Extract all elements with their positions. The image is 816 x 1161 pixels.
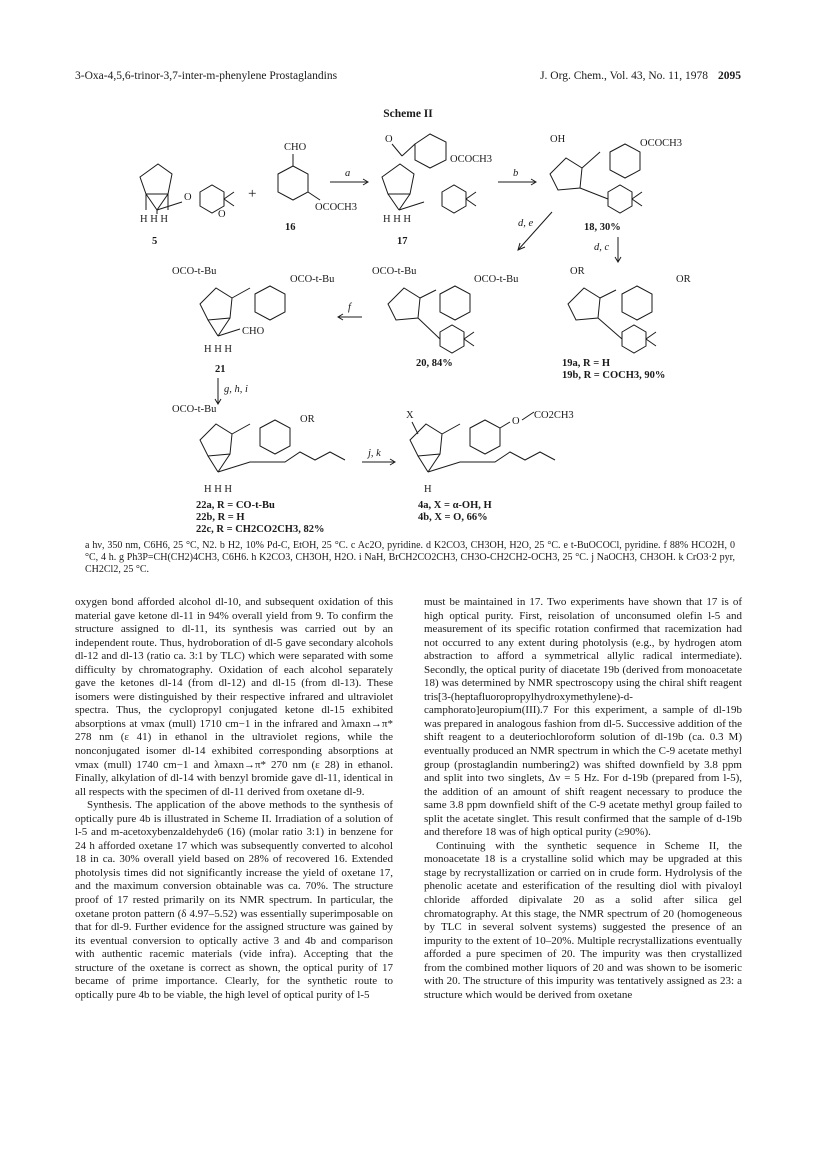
right-paragraph-1: must be maintained in 17. Two experiments have shown that 17 is of high optical purity. First, reisolation of unconsumed olefin l-5 and measurement of its specific rotation confirmed that racemization had not occurred to any extent during photolysis (e.g., by hydrogen atom abstraction to afford a symmetrical allylic radical intermediate). Secondly, the optical purity of diacetate 19b (derived from monoacetate 18) was determined by NMR spectroscopy using the chiral shift reagent tris[3-(heptafluoropropylhydroxymethylene)-d-camphorato]europium(III).7 For this experiment, a sample of dl-19b was prepared in analogous fashion from dl-5. Successive addition of the shift reagent to a deuteriochloroform solution of dl-19b (ca. 0.3 M) eventually produced an NMR spectrum in which the C-9 acetate methyl group (prostaglandin numbering2) was shifted downfield by 3.8 ppm and split into two singlets, Δν = 5 Hz. For d-19b (prepared from l-5), the addition of an amount of shift reagent necessary to produce the same 3.8 ppm downfield shift of the C-9 acetate methyl group failed to split the acetate singlet. This result confirmed that the sample of d-19b and therefore 18 was of high optical purity (≥90%).: [424, 596, 742, 839]
structure-16: [278, 142, 357, 233]
right-paragraph-2: Continuing with the synthetic sequence in Scheme II, the monoacetate 18 is a crystalline solid which may be upgraded at this stage by recrystallization or carried on in crude form. Hydrolysis of the phenolic acetate and esterification of the resulting diol with pivaloyl chloride afforded dipivalate 20 as a solid after silica gel chromatography. At this stage, the NMR spectrum of 20 (homogeneous by TLC in several solvent systems) suggested the presence of an impurity to the extent of 10–20%. Multiple recrystallizations eventually afforded a pure specimen of 20. The impurity was then crystallized from the combined mother liquors of 20 and was shown to be isomeric with 20. The structure of this impurity was tentatively assigned as 23: a structure which would be derived from oxetane: [424, 839, 742, 1001]
s17-oxygen: O: [385, 134, 393, 145]
s16-sub: OCOCH3: [315, 202, 358, 213]
page-number: 2095: [718, 70, 741, 82]
arrow-jk-label: j, k: [368, 448, 381, 459]
s22-label-a: 22a, R = CO-t-Bu: [196, 500, 275, 511]
s16-cho: CHO: [284, 142, 307, 153]
structure-19: [562, 266, 691, 381]
s18-oh: OH: [550, 134, 566, 145]
arrow-b-label: b: [513, 168, 519, 179]
arrow-a: [330, 168, 368, 185]
structure-22: [172, 404, 345, 535]
s21-label: 21: [215, 364, 226, 375]
s21-h-labels: H H H: [204, 344, 232, 355]
arrow-de-label: d, e: [518, 218, 534, 229]
journal-name: J. Org. Chem., Vol. 43, No. 11, 1978: [540, 70, 708, 82]
s20-left: OCO-t-Bu: [372, 266, 417, 277]
running-title: 3-Oxa-4,5,6-trinor-3,7-inter-m-phenylene Prostaglandins: [75, 70, 338, 82]
arrow-b: [498, 168, 536, 185]
running-header: [75, 70, 741, 88]
s16-label: 16: [285, 222, 296, 233]
left-column: [75, 596, 393, 1002]
arrow-ghi-label: g, h, i: [224, 384, 248, 395]
s4-label-a: 4a, X = α-OH, H: [418, 500, 492, 511]
arrow-f-label: f: [348, 302, 351, 313]
structure-18: [550, 134, 682, 233]
arrow-de: [518, 212, 552, 250]
s4-h: H: [424, 484, 432, 495]
s17-h-labels: H H H: [383, 214, 411, 225]
left-paragraph-1: oxygen bond afforded alcohol dl-10, and subsequent oxidation of this material gave ketone dl-11 in 94% overall yield from 9. To confirm the structure assigned to dl-11, its synthesis was carried out by an independent route. Thus, hydroboration of dl-5 gave secondary alcohols dl-12 and dl-13 (ratio ca. 3:1 by TLC) which were separated with some difficulty by chromatography. Oxidation of each alcohol separately gave the ketones dl-14 (from dl-12) and dl-15 (from dl-13). These isomers were distinguished by their respective infrared and ultraviolet spectra. Thus, the cyclopropyl conjugated ketone dl-15 exhibited absorptions at νmax (mull) 1710 cm−1 in the infrared and λmaxn→π* 278 nm (ε 41) in ethanol in the ultraviolet regions, while the nonconjugated isomer dl-14 exhibited corresponding absorptions at νmax (mull) 1740 cm−1 and λmaxn→π* 270 nm (ε 28) in ethanol. Finally, alkylation of dl-14 with benzyl bromide gave dl-11, identical in all respects with the specimen of dl-11 derived from oxetane dl-9.: [75, 596, 393, 798]
arrow-ghi: [215, 378, 248, 404]
s21-right: OCO-t-Bu: [290, 274, 335, 285]
arrow-dc-label: d, c: [594, 242, 610, 253]
arrow-f: [338, 302, 362, 320]
svg-text:O: O: [218, 209, 226, 220]
reaction-scheme: [110, 122, 710, 535]
s21-left: OCO-t-Bu: [172, 266, 217, 277]
s22-label-c: 22c, R = CH2CO2CH3, 82%: [196, 524, 325, 535]
svg-text:+: +: [248, 186, 257, 202]
s19-label-b: 19b, R = COCH3, 90%: [562, 370, 666, 381]
structure-4: [406, 410, 574, 523]
s21-cho: CHO: [242, 326, 265, 337]
structure-20: [372, 266, 519, 369]
s17-label: 17: [397, 236, 408, 247]
s4-label-b: 4b, X = O, 66%: [418, 512, 488, 523]
s5-label: 5: [152, 236, 158, 247]
right-column: [424, 596, 742, 1002]
left-paragraph-2: Synthesis. The application of the above methods to the synthesis of optically pure 4b is illustrated in Scheme II. Irradiation of a solution of l-5 and m-acetoxybenzaldehyde6 (16) (molar ratio 3:1) in benzene for 24 h afforded oxetane 17 which was subsequently converted to alcohol 18 in ca. 30% overall yield based on 28% of recovered 16. Extended photolysis times did not significantly increase the yield of oxetane 17, and the maximum conversion obtainable was ca. 70%. The structure proof of 17 rested primarily on its NMR spectrum. In particular, the oxetane proton pattern (δ 4.97–5.52) was essentially superimposable on that for dl-9. Further evidence for the assigned structure was gained by its eventual conversion to optically active 3 and 4b and comparison with authentic racemic materials (vide infra). Accepting that the structure of the oxetane is correct as shown, the optical purity of 17 became of prime importance. Clearly, for the synthetic route to optically pure 4b to be viable, the high level of optical purity of l-5: [75, 799, 393, 1001]
s19-label-a: 19a, R = H: [562, 358, 610, 369]
structure-5: [140, 164, 234, 247]
s22-label-b: 22b, R = H: [196, 512, 245, 523]
arrow-jk: [362, 448, 395, 465]
svg-text:O: O: [184, 192, 192, 203]
scheme-title: Scheme II: [383, 108, 433, 120]
arrow-a-label: a: [345, 168, 351, 179]
s17-sub: OCOCH3: [450, 154, 493, 165]
s22-h-labels: H H H: [204, 484, 232, 495]
s18-sub: OCOCH3: [640, 138, 683, 149]
s5-h-labels: H H H: [140, 214, 168, 225]
s4-ester: CO2CH3: [534, 410, 574, 421]
arrow-dc: [594, 237, 621, 262]
s4-o: O: [512, 416, 520, 427]
s20-right: OCO-t-Bu: [474, 274, 519, 285]
s18-label: 18, 30%: [584, 222, 621, 233]
s20-label: 20, 84%: [416, 358, 453, 369]
s4-x: X: [406, 410, 414, 421]
journal-citation: [540, 70, 741, 82]
structure-17: [382, 134, 492, 247]
s19-or-left: OR: [570, 266, 585, 277]
scheme-footnote: a hν, 350 nm, C6H6, 25 °C, N2. b H2, 10% Pd-C, EtOH, 25 °C. c Ac2O, pyridine. d K2CO3, CH3OH, H2O, 25 °C. e t-BuOCOCl, pyridine. f 88% HCO2H, 0 °C, 4 h. g Ph3P=CH(CH2)4CH3, C6H6. h K2CO3, CH3OH, H2O. i NaH, BrCH2CO2CH3, CH3O-CH2CH2-OCH3, 25 °C. j NaOCH3, CH3OH. k CrO3·2 pyr, CH2Cl2, 25 °C.: [85, 540, 735, 575]
s22-right: OR: [300, 414, 315, 425]
s19-or-right: OR: [676, 274, 691, 285]
structure-21: [172, 266, 335, 375]
s22-left: OCO-t-Bu: [172, 404, 217, 415]
